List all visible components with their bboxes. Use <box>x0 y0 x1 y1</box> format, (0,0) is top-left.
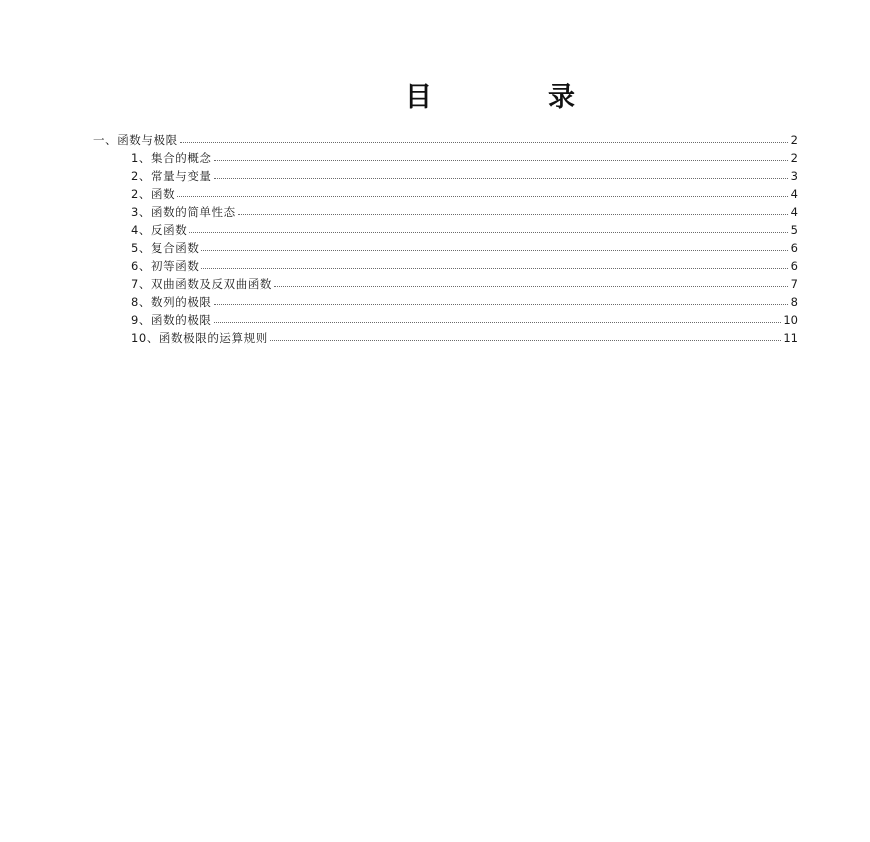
toc-entry[interactable] <box>93 219 798 237</box>
toc-entry-label: 5、复合函数 <box>131 241 200 255</box>
toc-dot-leader <box>201 250 788 251</box>
toc-entry[interactable] <box>93 327 798 345</box>
toc-entry-page: 8 <box>790 295 798 309</box>
toc-entry-page: 3 <box>790 169 798 183</box>
toc-entry-page: 11 <box>783 331 798 345</box>
toc-dot-leader <box>180 142 788 143</box>
toc-entry-page: 4 <box>790 187 798 201</box>
toc-entry-page: 2 <box>790 133 798 147</box>
toc-entry-page: 6 <box>790 259 798 273</box>
toc-entry[interactable] <box>93 183 798 201</box>
toc-dot-leader <box>274 286 788 287</box>
toc-entry[interactable] <box>93 147 798 165</box>
toc-dot-leader <box>214 304 788 305</box>
toc-entry[interactable] <box>93 201 798 219</box>
toc-dot-leader <box>238 214 788 215</box>
toc-dot-leader <box>214 322 782 323</box>
toc-dot-leader <box>201 268 788 269</box>
toc-dot-leader <box>214 160 788 161</box>
toc-entry-label: 9、函数的极限 <box>131 313 212 327</box>
toc-entry[interactable] <box>93 129 798 147</box>
toc-entry-label: 8、数列的极限 <box>131 295 212 309</box>
toc-entry-label: 1、集合的概念 <box>131 151 212 165</box>
toc-dot-leader <box>214 178 788 179</box>
toc-entry-label: 2、常量与变量 <box>131 169 212 183</box>
toc-entry-page: 2 <box>790 151 798 165</box>
toc-entry-label: 3、函数的简单性态 <box>131 205 236 219</box>
toc-entry-page: 4 <box>790 205 798 219</box>
toc-entry-page: 5 <box>790 223 798 237</box>
table-of-contents <box>93 129 798 345</box>
toc-entry-label: 6、初等函数 <box>131 259 200 273</box>
toc-title <box>405 76 575 112</box>
toc-title-char-1: 目 <box>405 81 432 113</box>
toc-entry-page: 7 <box>790 277 798 291</box>
toc-entry[interactable] <box>93 165 798 183</box>
toc-title-char-2: 录 <box>548 81 575 113</box>
toc-dot-leader <box>177 196 788 197</box>
toc-entry-label: 7、双曲函数及反双曲函数 <box>131 277 273 291</box>
toc-entry-label: 4、反函数 <box>131 223 188 237</box>
toc-dot-leader <box>270 340 782 341</box>
toc-entry[interactable] <box>93 237 798 255</box>
toc-entry-label: 一、函数与极限 <box>93 133 178 147</box>
toc-dot-leader <box>189 232 788 233</box>
toc-entry-page: 10 <box>783 313 798 327</box>
toc-entry[interactable] <box>93 273 798 291</box>
toc-entry-page: 6 <box>790 241 798 255</box>
toc-entry[interactable] <box>93 255 798 273</box>
toc-entry-label: 10、函数极限的运算规则 <box>131 331 268 345</box>
toc-entry[interactable] <box>93 291 798 309</box>
toc-entry[interactable] <box>93 309 798 327</box>
toc-entry-label: 2、函数 <box>131 187 176 201</box>
